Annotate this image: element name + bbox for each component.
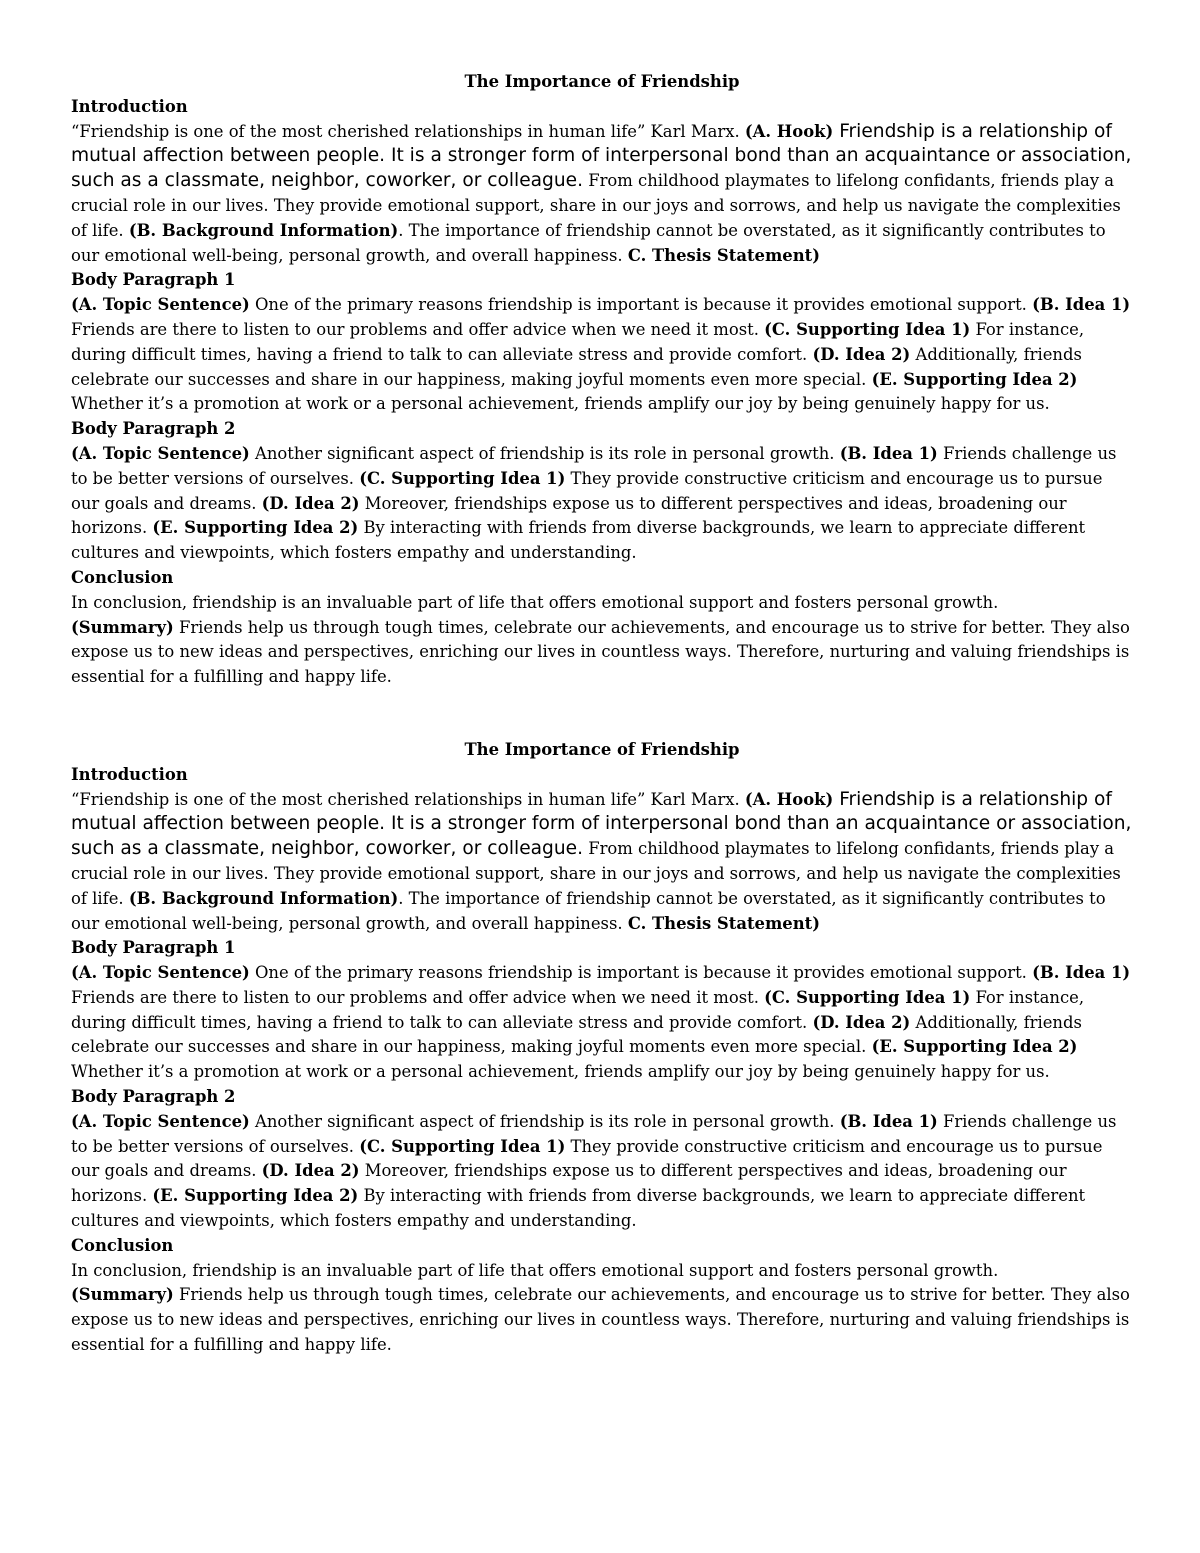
hook-label: (A. Hook) xyxy=(744,121,834,141)
topic-sentence-label: (A. Topic Sentence) xyxy=(71,295,250,315)
introduction-heading: Introduction xyxy=(71,96,188,116)
idea-1-text: Friends challenge us to be better versions of ourselves. xyxy=(71,1111,1117,1156)
supporting-idea-1-label: (C. Supporting Idea 1) xyxy=(359,468,566,488)
introduction-heading: Introduction xyxy=(71,764,188,784)
body-paragraph-1-heading: Body Paragraph 1 xyxy=(71,938,236,958)
idea-1-label: (B. Idea 1) xyxy=(1032,963,1131,983)
topic-sentence-text: Another significant aspect of friendship is its role in personal growth. xyxy=(249,443,840,463)
body-paragraph-2-heading: Body Paragraph 2 xyxy=(71,419,236,439)
topic-sentence-label: (A. Topic Sentence) xyxy=(71,963,250,983)
idea-2-label: (D. Idea 2) xyxy=(812,1012,911,1032)
supporting-idea-1-text: For instance, during difficult times, having a friend to talk to can alleviate stress and provide comfort. xyxy=(71,319,1085,364)
essay-title: The Importance of Friendship xyxy=(464,739,740,759)
topic-sentence-text: Another significant aspect of friendship is its role in personal growth. xyxy=(249,1111,840,1131)
introduction-paragraph xyxy=(71,788,1133,937)
thesis-label: C. Thesis Statement) xyxy=(627,913,820,933)
essay xyxy=(71,70,1133,690)
supporting-idea-1-label: (C. Supporting Idea 1) xyxy=(764,987,971,1007)
conclusion-opening: In conclusion, friendship is an invaluable part of life that offers emotional support and fosters personal growth. xyxy=(71,592,999,612)
summary-label: (Summary) xyxy=(71,1285,174,1305)
idea-1-text: Friends challenge us to be better versions of ourselves. xyxy=(71,443,1117,488)
idea-2-label: (D. Idea 2) xyxy=(812,344,911,364)
idea-2-text: Additionally, friends celebrate our successes and share in our happiness, making joyful moments even more special. xyxy=(71,344,1082,389)
supporting-idea-1-text: They provide constructive criticism and encourage us to pursue our goals and dreams. xyxy=(71,1136,1103,1181)
idea-1-text: Friends are there to listen to our problems and offer advice when we need it most. xyxy=(71,319,765,339)
summary-text: Friends help us through tough times, celebrate our achievements, and encourage us to strive for better. They also expose us to new ideas and perspectives, enriching our lives in countless ways. Therefore, nurturing and valuing friendships is essential for a fulfilling and happy life. xyxy=(71,617,1130,687)
idea-1-text: Friends are there to listen to our problems and offer advice when we need it most. xyxy=(71,987,765,1007)
background-label: (B. Background Information) xyxy=(128,220,399,240)
supporting-idea-2-text: By interacting with friends from diverse backgrounds, we learn to appreciate different cultures and viewpoints, which fosters empathy and understanding. xyxy=(71,1186,1086,1231)
hook-quote: “Friendship is one of the most cherished relationships in human life” Karl Marx. xyxy=(71,121,745,141)
background-text: From childhood playmates to lifelong confidants, friends play a crucial role in our lives. They provide emotional support, share in our joys and sorrows, and help us navigate the complexities of life. xyxy=(71,171,1121,240)
body-paragraph-2-heading: Body Paragraph 2 xyxy=(71,1087,236,1107)
supporting-idea-2-text: By interacting with friends from diverse backgrounds, we learn to appreciate different cultures and viewpoints, which fosters empathy and understanding. xyxy=(71,518,1086,563)
supporting-idea-2-label: (E. Supporting Idea 2) xyxy=(871,1037,1078,1057)
supporting-idea-2-label: (E. Supporting Idea 2) xyxy=(152,518,359,538)
thesis-text: . The importance of friendship cannot be overstated, as it significantly contributes to our emotional well-being, personal growth, and overall happiness. xyxy=(71,888,1106,933)
thesis-label: C. Thesis Statement) xyxy=(627,245,820,265)
idea-1-label: (B. Idea 1) xyxy=(839,1111,938,1131)
idea-1-label: (B. Idea 1) xyxy=(839,443,938,463)
body-paragraph-2 xyxy=(71,1110,1133,1234)
idea-2-label: (D. Idea 2) xyxy=(261,493,360,513)
topic-sentence-text: One of the primary reasons friendship is important is because it provides emotional support. xyxy=(249,295,1033,315)
document-page xyxy=(71,70,1133,1358)
topic-sentence-label: (A. Topic Sentence) xyxy=(71,443,250,463)
friendship-definition: Friendship is a relationship of mutual affection between people. It is a stronger form of interpersonal bond than an acquaintance or association, such as a classmate, neighbor, coworker, or colleague. xyxy=(71,120,1132,192)
supporting-idea-1-text: They provide constructive criticism and encourage us to pursue our goals and dreams. xyxy=(71,468,1103,513)
body-paragraph-1 xyxy=(71,961,1133,1085)
friendship-definition: Friendship is a relationship of mutual affection between people. It is a stronger form of interpersonal bond than an acquaintance or association, such as a classmate, neighbor, coworker, or colleague. xyxy=(71,788,1132,860)
body-paragraph-1 xyxy=(71,293,1133,417)
conclusion-heading: Conclusion xyxy=(71,567,174,587)
conclusion-paragraph xyxy=(71,591,1133,690)
supporting-idea-2-text: Whether it’s a promotion at work or a personal achievement, friends amplify our joy by being genuinely happy for us. xyxy=(71,394,1050,414)
supporting-idea-2-text: Whether it’s a promotion at work or a personal achievement, friends amplify our joy by being genuinely happy for us. xyxy=(71,1062,1050,1082)
topic-sentence-label: (A. Topic Sentence) xyxy=(71,1111,250,1131)
body-paragraph-1-heading: Body Paragraph 1 xyxy=(71,270,236,290)
essay-title: The Importance of Friendship xyxy=(464,72,740,91)
supporting-idea-2-label: (E. Supporting Idea 2) xyxy=(152,1186,359,1206)
background-text: From childhood playmates to lifelong confidants, friends play a crucial role in our lives. They provide emotional support, share in our joys and sorrows, and help us navigate the complexities of life. xyxy=(71,839,1121,908)
idea-1-label: (B. Idea 1) xyxy=(1032,295,1131,315)
thesis-text: . The importance of friendship cannot be overstated, as it significantly contributes to our emotional well-being, personal growth, and overall happiness. xyxy=(71,220,1106,265)
background-label: (B. Background Information) xyxy=(128,888,399,908)
conclusion-heading: Conclusion xyxy=(71,1235,174,1255)
supporting-idea-1-label: (C. Supporting Idea 1) xyxy=(764,319,971,339)
supporting-idea-1-text: For instance, during difficult times, having a friend to talk to can alleviate stress and provide comfort. xyxy=(71,987,1085,1032)
topic-sentence-text: One of the primary reasons friendship is important is because it provides emotional support. xyxy=(249,963,1033,983)
idea-2-text: Additionally, friends celebrate our successes and share in our happiness, making joyful moments even more special. xyxy=(71,1012,1082,1057)
hook-quote: “Friendship is one of the most cherished relationships in human life” Karl Marx. xyxy=(71,789,745,809)
idea-2-label: (D. Idea 2) xyxy=(261,1161,360,1181)
hook-label: (A. Hook) xyxy=(744,789,834,809)
supporting-idea-2-label: (E. Supporting Idea 2) xyxy=(871,369,1078,389)
essay xyxy=(71,738,1133,1358)
conclusion-paragraph xyxy=(71,1259,1133,1358)
idea-2-text: Moreover, friendships expose us to different perspectives and ideas, broadening our horizons. xyxy=(71,1161,1067,1206)
introduction-paragraph xyxy=(71,120,1133,269)
body-paragraph-2 xyxy=(71,442,1133,566)
conclusion-opening: In conclusion, friendship is an invaluable part of life that offers emotional support and fosters personal growth. xyxy=(71,1260,999,1280)
idea-2-text: Moreover, friendships expose us to different perspectives and ideas, broadening our horizons. xyxy=(71,493,1067,538)
summary-label: (Summary) xyxy=(71,617,174,637)
summary-text: Friends help us through tough times, celebrate our achievements, and encourage us to strive for better. They also expose us to new ideas and perspectives, enriching our lives in countless ways. Therefore, nurturing and valuing friendships is essential for a fulfilling and happy life. xyxy=(71,1285,1130,1355)
supporting-idea-1-label: (C. Supporting Idea 1) xyxy=(359,1136,566,1156)
